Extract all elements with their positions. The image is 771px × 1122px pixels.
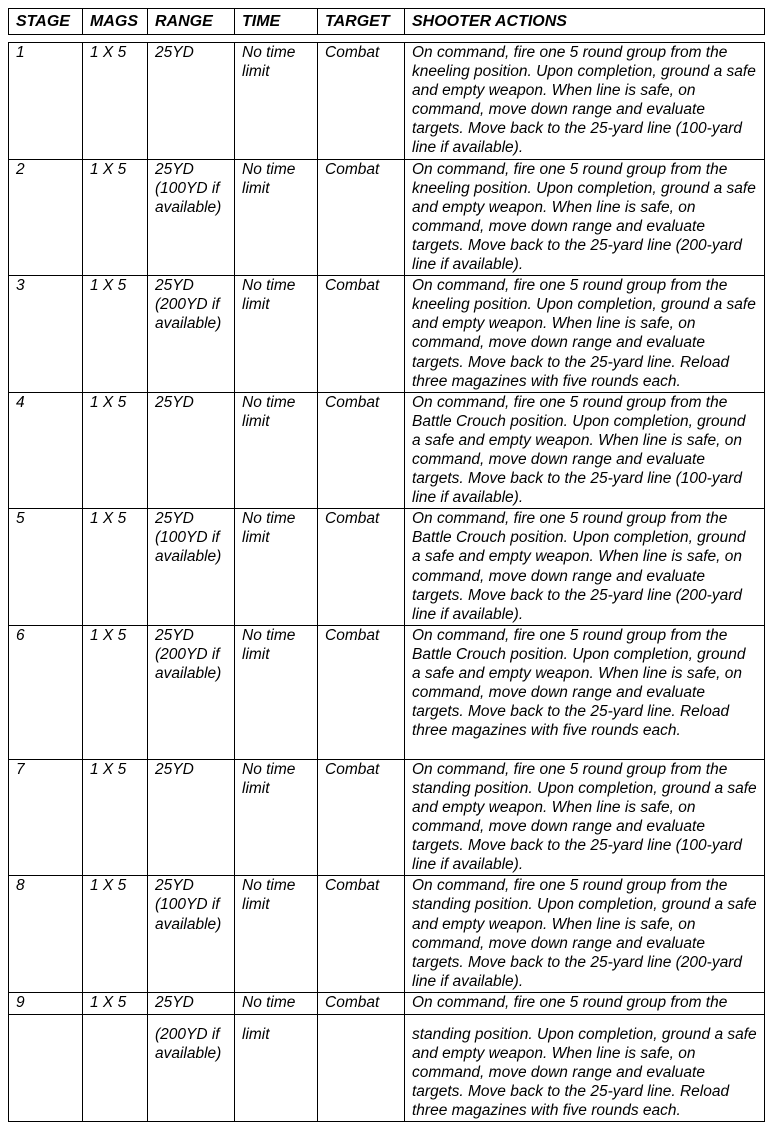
mags-cell: 1 X 5 <box>83 759 148 876</box>
stage-cell: 4 <box>9 392 83 509</box>
header-time: TIME <box>235 9 318 35</box>
shooter-actions-cell: On command, fire one 5 round group from the Battle Crouch position. Upon completion, ground a safe and empty weapon. When line is safe, on command, move down range and evaluate targets. Move back to the 25-yard line (200-yard line if available). <box>405 509 765 626</box>
stage-cell: 2 <box>9 159 83 276</box>
time-cell: No time <box>235 992 318 1014</box>
mags-cell <box>83 1014 148 1121</box>
range-cell: 25YD <box>148 992 235 1014</box>
header-gap <box>9 35 765 43</box>
time-cell: No time limit <box>235 876 318 993</box>
table-row <box>9 759 765 876</box>
header-target: TARGET <box>318 9 405 35</box>
target-cell: Combat <box>318 992 405 1014</box>
shooter-actions-cell: On command, fire one 5 round group from the kneeling position. Upon completion, ground a safe and empty weapon. When line is safe, on command, move down range and evaluate targets. Move back to the 25-yard line (100-yard line if available). <box>405 43 765 160</box>
mags-cell: 1 X 5 <box>83 159 148 276</box>
target-cell: Combat <box>318 876 405 993</box>
time-cell: No time limit <box>235 43 318 160</box>
qualification-stages-table <box>8 8 765 1122</box>
table-row-continuation <box>9 1014 765 1121</box>
target-cell: Combat <box>318 625 405 759</box>
target-cell <box>318 1014 405 1121</box>
shooter-actions-cell: standing position. Upon completion, ground a safe and empty weapon. When line is safe, on command, move down range and evaluate targets. Move back to the 25-yard line. Reload three magazines with five rounds each. <box>405 1014 765 1121</box>
time-cell: limit <box>235 1014 318 1121</box>
time-cell: No time limit <box>235 625 318 759</box>
time-cell: No time limit <box>235 759 318 876</box>
gap-cell <box>9 35 765 43</box>
target-cell: Combat <box>318 43 405 160</box>
table-row <box>9 625 765 759</box>
range-cell: 25YD <box>148 392 235 509</box>
table-row <box>9 509 765 626</box>
table-row <box>9 392 765 509</box>
shooter-actions-cell: On command, fire one 5 round group from the standing position. Upon completion, ground a safe and empty weapon. When line is safe, on command, move down range and evaluate targets. Move back to the 25-yard line (100-yard line if available). <box>405 759 765 876</box>
mags-cell: 1 X 5 <box>83 276 148 393</box>
range-cell: (200YD if available) <box>148 1014 235 1121</box>
time-cell: No time limit <box>235 509 318 626</box>
table-row <box>9 43 765 160</box>
shooter-actions-cell: On command, fire one 5 round group from the standing position. Upon completion, ground a safe and empty weapon. When line is safe, on command, move down range and evaluate targets. Move back to the 25-yard line (200-yard line if available). <box>405 876 765 993</box>
shooter-actions-cell: On command, fire one 5 round group from the kneeling position. Upon completion, ground a safe and empty weapon. When line is safe, on command, move down range and evaluate targets. Move back to the 25-yard line (200-yard line if available). <box>405 159 765 276</box>
shooter-actions-cell: On command, fire one 5 round group from the <box>405 992 765 1014</box>
range-cell: 25YD (100YD if available) <box>148 159 235 276</box>
shooter-actions-cell: On command, fire one 5 round group from the kneeling position. Upon completion, ground a safe and empty weapon. When line is safe, on command, move down range and evaluate targets. Move back to the 25-yard line. Reload three magazines with five rounds each. <box>405 276 765 393</box>
stage-cell: 7 <box>9 759 83 876</box>
range-cell: 25YD (200YD if available) <box>148 625 235 759</box>
mags-cell: 1 X 5 <box>83 392 148 509</box>
table-row <box>9 276 765 393</box>
table-row <box>9 876 765 993</box>
table-header-row <box>9 9 765 35</box>
range-cell: 25YD (100YD if available) <box>148 876 235 993</box>
shooter-actions-cell: On command, fire one 5 round group from the Battle Crouch position. Upon completion, ground a safe and empty weapon. When line is safe, on command, move down range and evaluate targets. Move back to the 25-yard line. Reload three magazines with five rounds each. <box>405 625 765 759</box>
stage-cell <box>9 1014 83 1121</box>
table-row <box>9 159 765 276</box>
header-range: RANGE <box>148 9 235 35</box>
header-stage: STAGE <box>9 9 83 35</box>
time-cell: No time limit <box>235 159 318 276</box>
shooter-actions-cell: On command, fire one 5 round group from the Battle Crouch position. Upon completion, ground a safe and empty weapon. When line is safe, on command, move down range and evaluate targets. Move back to the 25-yard line (100-yard line if available). <box>405 392 765 509</box>
stage-cell: 8 <box>9 876 83 993</box>
mags-cell: 1 X 5 <box>83 876 148 993</box>
target-cell: Combat <box>318 759 405 876</box>
range-cell: 25YD (100YD if available) <box>148 509 235 626</box>
stage-cell: 3 <box>9 276 83 393</box>
stage-cell: 9 <box>9 992 83 1014</box>
table-row <box>9 992 765 1014</box>
time-cell: No time limit <box>235 276 318 393</box>
stage-cell: 1 <box>9 43 83 160</box>
mags-cell: 1 X 5 <box>83 625 148 759</box>
mags-cell: 1 X 5 <box>83 509 148 626</box>
range-cell: 25YD <box>148 43 235 160</box>
target-cell: Combat <box>318 392 405 509</box>
range-cell: 25YD (200YD if available) <box>148 276 235 393</box>
target-cell: Combat <box>318 509 405 626</box>
range-cell: 25YD <box>148 759 235 876</box>
target-cell: Combat <box>318 276 405 393</box>
stage-cell: 6 <box>9 625 83 759</box>
target-cell: Combat <box>318 159 405 276</box>
time-cell: No time limit <box>235 392 318 509</box>
header-shooter-actions: SHOOTER ACTIONS <box>405 9 765 35</box>
mags-cell: 1 X 5 <box>83 43 148 160</box>
stage-cell: 5 <box>9 509 83 626</box>
header-mags: MAGS <box>83 9 148 35</box>
mags-cell: 1 X 5 <box>83 992 148 1014</box>
